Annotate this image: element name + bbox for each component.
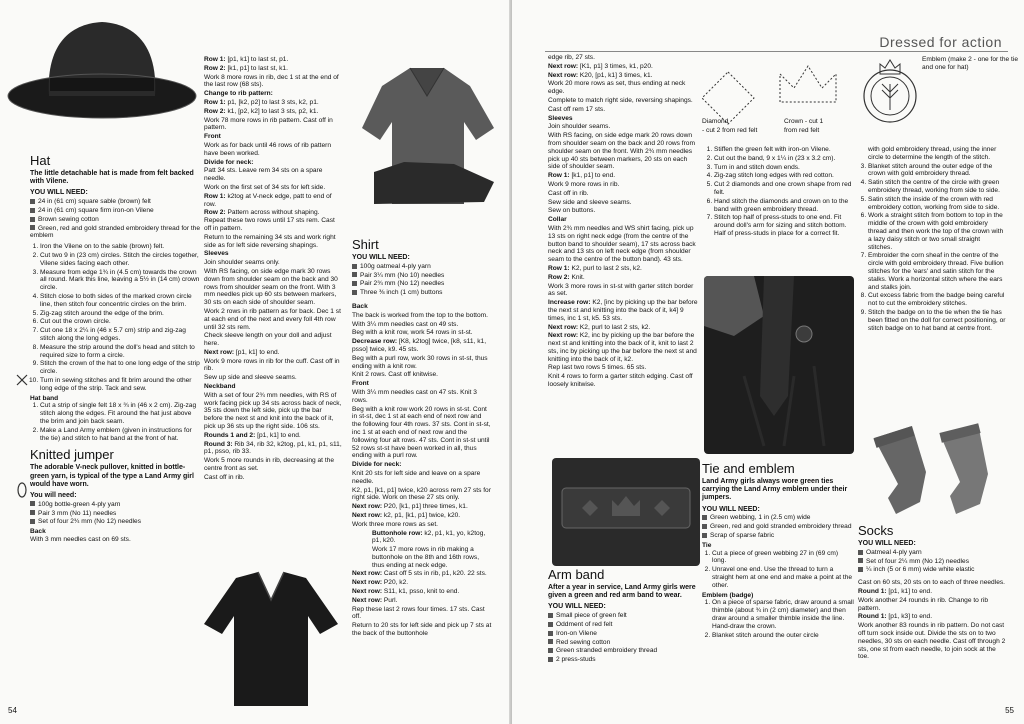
armband-intro: After a year in service, Land Army girls were given a green and red arm band to wear. [548, 584, 696, 600]
list-item: Red sewing cotton [548, 639, 698, 647]
jumper-line: With a set of four 2¾ mm needles, with RS of work facing pick up 34 sts across back of neck, 35 sts down the left side, pick up the bar before the next st and knit into the back of it, pick up 36 sts up the right side. 106 sts. [204, 391, 342, 431]
tie-need-label: YOU WILL NEED: [702, 505, 760, 513]
list-item: 1. Cut a piece of green webbing 27 in (69 cm) long. [712, 550, 854, 566]
socks-need-label: YOU WILL NEED: [858, 540, 916, 547]
armband-photo [552, 458, 700, 566]
knitted-back-label: Back [30, 528, 46, 536]
jumper-line: Work 8 more rows in rib, dec 1 st at the end of the last row (68 sts). [204, 73, 339, 89]
armband-steps [704, 146, 854, 238]
shirt-line: Return to 20 sts for left side and pick up 7 sts at the back of the buttonhole [352, 622, 492, 638]
shirt-line: Join shoulder seams. [548, 123, 611, 131]
shirt-line: Work 9 more rows in rib. [548, 180, 620, 188]
diamond-caption: Diamond - cut 2 from red felt [702, 118, 758, 134]
emblem-wheatsheaf [882, 84, 898, 110]
list-item: Iron-on Vilene [548, 630, 698, 638]
list-item: 24 in (61 cm) square firm iron-on Vilene [30, 207, 200, 215]
jumper-line: Work 78 more rows in rib pattern. Cast off in pattern. [204, 116, 333, 132]
right-page [512, 0, 1024, 724]
list-item: Small piece of green felt [548, 612, 698, 620]
jumper-line: Rounds 1 and 2: [p1, k1] to end. [204, 431, 301, 439]
shirt-line: Knit 2 rows. Cast off knitwise. [352, 371, 438, 379]
list-item: Pair 3 mm (No 11) needles [30, 510, 200, 518]
list-item: 1. On a piece of sparse fabric, draw around a small thimble (about ¾ in (2 cm) diameter) and then draw around a smaller thimble inside the line. Hand-draw the crown. [712, 599, 854, 630]
shirt-line: The back is worked from the top to the bottom. [352, 311, 488, 319]
shirt-line: Back [352, 302, 368, 310]
list-item: 5. Zig-zag stitch around the edge of the brim. [40, 310, 200, 318]
shirt-photo [344, 52, 510, 238]
jumper-line: Cast off in rib. [204, 473, 245, 481]
knitted-title: Knitted jumper [30, 447, 114, 463]
list-item: 2. Cut two 9 in (23 cm) circles. Stitch the circles together, Vilene sides facing each other. [40, 252, 200, 268]
hat-intro: The little detachable hat is made from felt backed with Vilene. [30, 170, 194, 186]
shirt-line: With RS facing, on side edge mark 20 rows down from shoulder seam on the back and 20 rows from shoulder seam on the front. With 2¾ mm needles pick up 40 sts between markers, 20 sts on each side of shoulder seam. [548, 132, 695, 171]
shirt-line: Knit 4 rows to form a garter stitch edging. Cast off loosely knitwise. [548, 373, 693, 389]
list-item: 4. Zig-zag stitch long edges with red cotton. [714, 172, 854, 180]
hat-band-steps [30, 402, 200, 442]
shirt-line: Row 2: Knit. [548, 273, 585, 281]
hat-column [30, 152, 200, 545]
emblem-cont-steps [858, 163, 1006, 333]
shirt-line: Next row: K2, inc by picking up the bar before the next st and knitting into the back of it, knit to last 2 sts, inc by picking up the bar before the next st and knitting into the back of it, k2. [548, 332, 697, 363]
list-item: Green webbing, 1 in (2.5 cm) wide [702, 514, 854, 522]
shirt-line: Work three more rows as set. [352, 520, 438, 528]
jumper-line: Divide for neck: [204, 158, 254, 166]
shirt-cont-column [548, 54, 698, 390]
socks-line: Round 1: [p1, k3] to end. [858, 613, 933, 621]
jumper-line: Row 2: [k1, p1] to last st, k1. [204, 64, 288, 72]
list-item: 7. Embroider the corn sheaf in the centre of the circle with gold embroidery thread. Five bullion stitches for the 'ears' and satin stitch for the stalks. Work a horizontal stitch where the ears and stalks join. [868, 252, 1006, 291]
jumper-line: Row 2: Pattern across without shaping. Repeat these two rows until 17 sts rem. Cast off in pattern. [204, 209, 335, 232]
shirt-line: Divide for neck: [352, 461, 402, 469]
shirt-line: Sew side and sleeve seams. [548, 198, 632, 206]
socks-line: Round 1: [p1, k1] to end. [858, 587, 933, 595]
list-item: 2 press-studs [548, 656, 698, 664]
jumper-line: Join shoulder seams only. [204, 259, 280, 267]
list-item: 5. Satin stitch the inside of the crown with red embroidery cotton, working from side to side. [868, 196, 1006, 212]
jumper-line: Row 1: k2tog at V-neck edge, patt to end of row. [204, 192, 332, 208]
jumper-line: With RS facing, on side edge mark 30 rows down from shoulder seam on the back and 30 rows from shoulder seam on the front. With 3 mm needles pick up 60 sts between markers, 30 sts on each side of shoulder seam. [204, 267, 338, 307]
shirt-line: Next row: Cast off 5 sts in rib, p1, k20. 22 sts. [352, 570, 487, 578]
socks-title: Socks [858, 523, 894, 538]
hat-photo [4, 4, 200, 122]
jumper-line: Change to rib pattern: [204, 90, 273, 98]
list-item: 6. Cut out the crown circle. [40, 318, 200, 326]
jumper-line: Work as for back until 46 rows of rib pattern have been worked. [204, 141, 332, 157]
shirt-line: With 3¼ mm needles cast on 49 sts. [352, 320, 459, 328]
shirt-line: Work 20 more rows as set, thus ending at neck edge. [548, 80, 686, 96]
list-item: 2. Cut out the band, 9 x 1¼ in (23 x 3.2 cm). [714, 155, 854, 163]
socks-line: Work another 24 rounds in rib. Change to rib pattern. [858, 596, 988, 612]
knitted-need-label: You will need: [30, 491, 77, 499]
jumper-line: Next row: [p1, k1] to end. [204, 348, 280, 356]
jumper-line: Work 9 more rows in rib for the cuff. Cast off in rib. [204, 357, 340, 373]
jumper-line: Row 2: k1, [p2, k2] to last 3 sts, p2, k1. [204, 107, 319, 115]
hat-needs-list [30, 198, 200, 240]
list-item: 10. Turn in sewing stitches and fit brim around the other long edge of the strip. Tack and sew. [40, 377, 200, 393]
emblem-crown [880, 60, 900, 74]
hat-band-title: Hat band [30, 394, 59, 402]
shirt-line: Increase row: K2, [inc by picking up the bar before the next st and knitting into the back of it, k4] 9 times, inc 1 st, k5. 53 sts. [548, 299, 698, 322]
shirt-line: Next row: S11, k1, psso, knit to end. [352, 588, 460, 596]
page-number-right: 55 [1005, 706, 1014, 715]
jumper-column [204, 56, 342, 483]
shirt-line: Collar [548, 216, 567, 224]
shirt-line: Beg with a knit row work 20 rows in st-st. Cont in st-st, dec 1 st at each end of next row and the following four 4th rows. 37 sts. Cont in st-st, inc 1 st at each end of next row and the following four alt rows. 47 sts. Cont in st-st until 52 rows st-st have been worked in all, thus ending with a purl row. [352, 405, 491, 460]
shirt-line: Knit 20 sts for left side and leave on a spare needle. [352, 469, 481, 485]
crown-caption: Crown - cut 1 from red felt [784, 118, 824, 134]
shirt-line: Rep last two rows 5 times. 65 sts. [548, 364, 647, 372]
shirt-line: edge rib, 27 sts. [548, 54, 595, 61]
list-item: 4. Satin stitch the centre of the circle with green embroidery thread, working from side to side. [868, 179, 1006, 195]
jumper-line: Neckband [204, 383, 236, 391]
emblem-steps [702, 599, 854, 639]
tie-title: Tie and emblem [702, 461, 795, 476]
list-item: Scrap of sparse fabric [702, 532, 854, 540]
jumper-line: Front [204, 133, 221, 141]
list-item: 1. Iron the Vilene on to the sable (brown) felt. [40, 243, 200, 251]
shirt-line: Work 17 more rows in rib making a buttonhole on the 8th and 16th rows, thus ending at neck edge. [372, 546, 480, 569]
armband-steps-column [704, 146, 854, 239]
shirt-line: Sew on buttons. [548, 207, 596, 215]
tie-intro: Land Army girls always wore green ties carrying the Land Army emblem under their jumpers. [702, 478, 848, 502]
jumper-line: Work on the first set of 34 sts for left side. [204, 183, 326, 191]
socks-line: Work another 83 rounds in rib pattern. Do not cast off turn sock inside out. Divide the sts on to two needles, 30 sts on each needle. Cast off through 2 sts, one st from each needle, to join sock at the toe. [858, 622, 1006, 661]
list-item: 24 in (61 cm) square sable (brown) felt [30, 198, 200, 206]
shirt-line: Rep these last 2 rows four times. 17 sts. Cast off. [352, 605, 485, 621]
shirt-line: Next row: K20, [p1, k1] 3 times, k1. [548, 71, 653, 79]
armband-need-label: YOU WILL NEED: [548, 603, 606, 611]
jumper-line: Sew up side and sleeve seams. [204, 374, 297, 382]
shirt-line: With 3¼ mm needles cast on 47 sts. Knit 3 rows. [352, 388, 477, 404]
armband-column [548, 566, 698, 665]
list-item: 2. Unravel one end. Use the thread to turn a straight hem at one end and make a point at the other. [712, 566, 854, 589]
margin-marks [14, 372, 30, 502]
list-item: 6. Hand stitch the diamonds and crown on to the band with green embroidery thread. [714, 198, 854, 214]
tie-steps [702, 550, 854, 590]
list-item: 4. Stitch close to both sides of the marked crown circle line, then stitch four concentric circles on the brim. [40, 293, 200, 309]
jumper-line: Round 3: Rib 34, rib 32, k2tog, p1, k1, p1, s11, p1, psso, rib 33. [204, 440, 342, 456]
shirt-line: Row 1: K2, purl to last 2 sts, k2. [548, 264, 642, 272]
jumper-line: Work 5 more rounds in rib, decreasing at the centre front as set. [204, 457, 334, 473]
list-item: Pair 3¼ mm (No 10) needles [352, 272, 492, 280]
socks-column [858, 522, 1006, 662]
list-item: 6. Work a straight stitch from bottom to top in the middle of the crown with gold embroidery thread and then work the top of the crown with a lazy daisy stitch or two small straight stitches. [868, 212, 1006, 251]
shirt-line: Next row: K2, purl to last 2 sts, k2. [548, 323, 651, 331]
list-item: Oddment of red felt [548, 621, 698, 629]
tie-column [702, 460, 854, 640]
emblem-label: Emblem (badge) [702, 591, 754, 599]
list-item: 9. Stitch the badge on to the tie when the tie has been fitted on the doll for correct positioning, or stitch badge on to hat band at centre front. [868, 309, 1006, 332]
hat-title: Hat [30, 153, 51, 168]
list-item: 2. Blanket stitch around the outer circle [712, 632, 854, 640]
shirt-line: Work 3 more rows in st-st with garter stitch border as set. [548, 282, 694, 298]
list-item: 8. Measure the strip around the doll's head and stitch to required size to form a circle. [40, 344, 200, 360]
shirt-line: With 2¾ mm needles and WS shirt facing, pick up 13 sts on right neck edge (from the centre of the button band to shoulder seam), 17 sts across back neck and 13 sts on left neck edge (from shoulder seam to the centre of the button band). 43 sts. [548, 224, 696, 264]
jumper-line: Sleeves [204, 250, 229, 258]
shirt-column [352, 236, 492, 639]
list-item: 100g bottle-green 4-ply yarn [30, 501, 200, 509]
socks-photo [860, 418, 1008, 522]
shirt-line: Cast off rem 17 sts. [548, 105, 606, 113]
jumper-line: Patt 34 sts. Leave rem 34 sts on a spare needle. [204, 167, 323, 183]
list-item: 100g oatmeal 4-ply yarn [352, 263, 492, 271]
list-item: Brown sewing cotton [30, 216, 200, 224]
emblem-caption: Emblem (make 2 - one for the tie and one for hat) [922, 56, 1019, 71]
shirt-line: Next row: [K1, p1] 3 times, k1, p20. [548, 62, 653, 70]
shirt-line: K2, p1, [k1, p1] twice, k20 across rem 27 sts for right side. Work on these 27 sts only. [352, 486, 491, 502]
tie-photo [704, 276, 854, 454]
list-item: Green, red and gold stranded embroidery thread [702, 523, 854, 531]
armband-title: Arm band [548, 567, 605, 582]
hat-need-label: YOU WILL NEED: [30, 189, 88, 197]
shirt-line: Row 1: [k1, p1] to end. [548, 172, 616, 180]
list-item: 7. Stitch top half of press-studs to one end. Fit around doll's arm for sizing and stitch bottom. Half of press-studs in place for a correct fit. [714, 214, 854, 237]
list-item: 1. Stiffen the green felt with iron-on Vilene. [714, 146, 854, 154]
emblem-cont-column [858, 146, 1006, 333]
shirt-line: Decrease row: [K8, k2tog] twice, [k8, s11, k1, psso] twice, k9. 45 sts. [352, 338, 487, 353]
shirt-line: Beg with a knit row, work 54 rows in st-st. [352, 329, 473, 337]
shirt-line: Next row: P20, k2. [352, 579, 409, 587]
shirt-line: Next row: k2, p1, [k1, p1] twice, k20. [352, 511, 461, 519]
list-item: Green stranded embroidery thread [548, 647, 698, 655]
list-item: ¼ inch (5 or 6 mm) wide white elastic [858, 566, 1006, 574]
jumper-line: Return to the remaining 34 sts and work right side as for left side reversing shapings. [204, 233, 336, 249]
list-item: 3. Blanket stitch around the outer edge of the crown with gold embroidery thread. [868, 163, 1006, 179]
list-item: Pair 2¾ mm (No 12) needles [352, 280, 492, 288]
jumper-line: Check sleeve length on your doll and adjust here. [204, 332, 332, 348]
diamond-shape [702, 72, 754, 124]
list-item: Set of four 2¼ mm (No 12) needles [858, 558, 1006, 566]
hat-steps [30, 243, 200, 392]
socks-line: Cast on 60 sts, 20 sts on to each of three needles. [858, 579, 1005, 587]
shirt-line: Cast off in rib. [548, 189, 589, 197]
shirt-line: Next row: P20, [k1, p1] three times, k1. [352, 503, 468, 511]
jumper-photo [196, 564, 346, 714]
knitted-back-text: With 3 mm needles cast on 69 sts. [30, 535, 131, 543]
shirt-title: Shirt [352, 237, 379, 252]
list-item: Oatmeal 4-ply yarn [858, 549, 1006, 557]
jumper-line: Work 2 rows in rib pattern as for back. Dec 1 st at each end of the next and every foll 4th row until 32 sts rem. [204, 307, 341, 331]
list-item: 7. Cut one 18 x 2¼ in (46 x 5.7 cm) strip and zig-zag stitch along the long edges. [40, 327, 200, 343]
shirt-line: Buttonhole row: k2, p1, k1, yo, k2tog, p1, k20. [372, 529, 486, 545]
knitted-intro: The adorable V-neck pullover, knitted in bottle-green yarn, is typical of the type a Land Army girl would have worn. [30, 464, 194, 488]
shirt-line: Next row: Purl. [352, 596, 398, 604]
list-item: 8. Cut excess fabric from the badge being careful not to cut the embroidery stitches. [868, 292, 1006, 308]
list-item: Set of four 2¾ mm (No 12) needles [30, 518, 200, 526]
list-item: 3. Measure from edge 1¾ in (4.5 cm) towards the crown all round. Mark this line, leaving a 5½ in (14 cm) crown circle. [40, 269, 200, 292]
list-item: 5. Cut 2 diamonds and one crown shape from red felt. [714, 181, 854, 197]
page-number-left: 54 [8, 706, 17, 715]
jumper-line: Row 1: [p1, k1] to last st, p1. [204, 56, 289, 63]
shirt-line: Front [352, 380, 369, 388]
list-item: 2. Make a Land Army emblem (given in instructions for the tie) and stitch to hat band at the front of hat. [40, 427, 200, 443]
list-item: 1. Cut a strip of single felt 18 x ¾ in (46 x 2 cm). Zig-zag stitch along the edges. Fit around the hat just above the brim and join back seam. [40, 402, 200, 425]
crown-shape [780, 66, 836, 102]
shirt-line: Complete to match right side, reversing shapings. [548, 96, 693, 104]
tie-label: Tie [702, 541, 712, 549]
page-header-title: Dressed for action [879, 34, 1002, 50]
list-item: 3. Turn in and stitch down ends. [714, 164, 854, 172]
shirt-line: Beg with a purl row, work 30 rows in st-st, thus ending with a knit row. [352, 354, 488, 370]
list-item: with gold embroidery thread, using the inner circle to determine the length of the stitch. [868, 146, 997, 161]
list-item: Three ⅜ inch (1 cm) buttons [352, 289, 492, 297]
shirt-line: Sleeves [548, 114, 573, 122]
shirt-need-label: YOU WILL NEED: [352, 254, 410, 261]
jumper-line: Row 1: p1, [k2, p2] to last 3 sts, k2, p1. [204, 98, 319, 106]
list-item: 9. Stitch the crown of the hat to one long edge of the strip circle. [40, 360, 200, 376]
list-item: Green, red and gold stranded embroidery thread for the emblem [30, 224, 201, 240]
